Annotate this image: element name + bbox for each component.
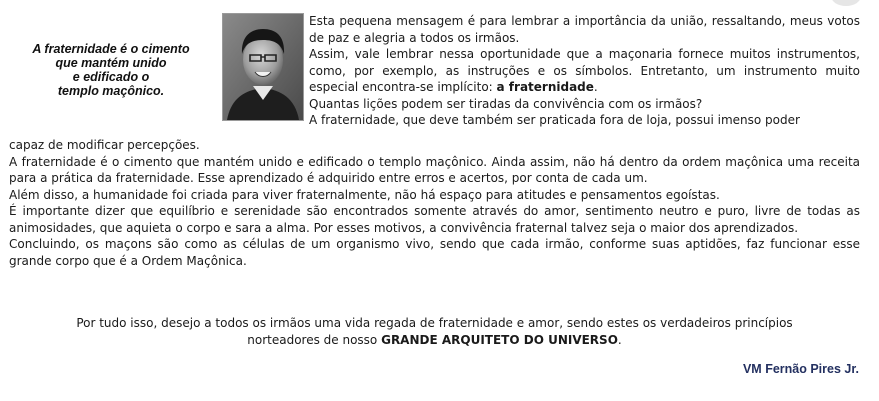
body-paragraph: capaz de modificar percepções.	[9, 138, 200, 152]
body-paragraph: Além disso, a humanidade foi criada para viver fraternalmente, não há espaço para atitudes e pensamentos egoístas.	[9, 187, 720, 202]
header-section	[0, 0, 879, 138]
intro-paragraph: Quantas lições podem ser tiradas da convivência com os irmãos?	[309, 96, 703, 111]
body-paragraph: É importante dizer que equilíbrio e serenidade são encontrados somente através do amor, sentimento neutro e puro, livre de todas as animosidades, que aquieta o corpo e sara a alma. Por esses motivos, a convivência fraternal talvez seja o maior dos aprendizados.	[9, 204, 860, 235]
intro-paragraph: A fraternidade, que deve também ser praticada fora de loja, possui imenso poder	[309, 113, 800, 127]
quote-line: que mantém unido	[55, 56, 167, 70]
intro-paragraph: Esta pequena mensagem é para lembrar a importância da união, ressaltando, meus votos de paz e alegria a todos os irmãos.	[309, 14, 860, 45]
article-body	[9, 137, 860, 269]
closing-text-span: .	[617, 332, 622, 347]
closing-statement	[9, 315, 860, 348]
intro-text	[309, 13, 860, 129]
closing-line: Por tudo isso, desejo a todos os irmãos uma vida regada de fraternidade e amor, sendo estes os verdadeiros princípios	[76, 316, 793, 330]
intro-paragraph	[309, 46, 860, 96]
quote-line: e edificado o	[72, 70, 150, 84]
quote-line: A fraternidade é o cimento	[32, 42, 190, 56]
portrait-photo-icon	[223, 14, 303, 120]
closing-text-span: norteadores de nosso	[247, 332, 382, 347]
body-paragraph: Concluindo, os maçons são como as células de um organismo vivo, sendo que cada irmão, conforme suas aptidões, faz funcionar esse grande corpo que é a Ordem Maçônica.	[9, 237, 860, 268]
pull-quote	[12, 42, 210, 98]
intro-text-span: .	[593, 80, 598, 94]
highlight-term: a fraternidade	[496, 80, 594, 94]
author-photo	[222, 13, 304, 121]
quote-line: templo maçônico.	[57, 84, 165, 98]
body-paragraph: A fraternidade é o cimento que mantém unido e edificado o templo maçônico. Ainda assim, não há dentro da ordem maçônica uma receita para a prática da fraternidade. Esse aprendizado é adquirido entre erros e acertos, por conta de cada um.	[9, 154, 860, 185]
signature: VM Fernão Pires Jr.	[742, 362, 859, 376]
closing-line	[9, 332, 860, 349]
intro-text-span: Assim, vale lembrar nessa oportunidade que a maçonaria fornece muitos instrumentos, como, por exemplo, as instruções e os símbolos. Entretanto, um instrumento muito especial encontra-se implícito:	[309, 47, 860, 94]
closing-emphasis: GRANDE ARQUITETO DO UNIVERSO	[381, 332, 618, 347]
